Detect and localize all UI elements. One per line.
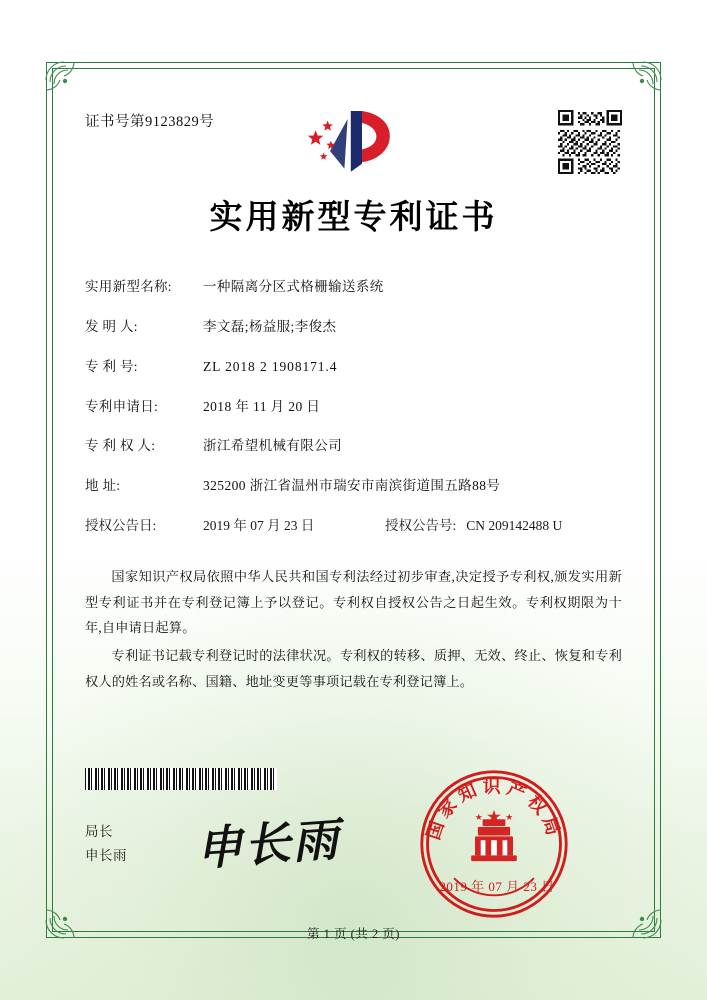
field-label: 专利申请日:	[85, 398, 159, 414]
legal-paragraph-1: 国家知识产权局依照中华人民共和国专利法经过初步审查,决定授予专利权,颁发实用新型专利证书并在专利登记簿上予以登记。专利权自授权公告之日起生效。专利权期限为十年,自申请日起算。	[85, 568, 622, 636]
field-label: 授权公告号:	[385, 518, 457, 534]
field-value: 325200 浙江省温州市瑞安市南滨街道围五路88号	[203, 478, 501, 494]
qr-code-icon	[558, 110, 622, 174]
corner-ornament-icon	[44, 60, 88, 104]
field-announcement-date	[85, 519, 385, 534]
field-inventors	[85, 320, 622, 335]
field-address	[85, 479, 622, 494]
field-value: 2019 年 07 月 23 日	[203, 518, 315, 534]
field-label: 实用新型名称:	[85, 279, 172, 294]
certificate-content	[85, 96, 622, 695]
seal-date: 2019 年 07 月 23 日	[439, 879, 555, 894]
handwritten-signature: 申长雨	[194, 814, 342, 875]
official-seal	[418, 768, 570, 920]
page-footer: 第 1 页 (共 2 页)	[307, 927, 400, 941]
field-label: 发 明 人:	[85, 318, 138, 334]
field-value: CN 209142488 U	[466, 518, 563, 534]
fields-list	[85, 280, 622, 534]
field-patentee	[85, 439, 622, 454]
field-label: 专 利 权 人:	[85, 438, 156, 454]
field-value: ZL 2018 2 1908171.4	[203, 358, 338, 374]
field-utility-model-name	[85, 280, 622, 295]
certificate-number: 证书号第9123829号	[85, 114, 215, 130]
svg-text:国家知识产权局: 国家知识产权局	[423, 776, 565, 843]
field-announcement-number	[385, 519, 562, 534]
field-value: 2018 年 11 月 20 日	[203, 398, 321, 414]
page-title: 实用新型专利证书	[209, 200, 498, 236]
field-value: 浙江希望机械有限公司	[203, 438, 342, 454]
corner-ornament-icon	[619, 60, 663, 104]
field-label: 授权公告日:	[85, 518, 157, 534]
field-grant-row	[85, 519, 622, 534]
field-value: 一种隔离分区式格栅输送系统	[203, 279, 384, 294]
field-patent-number	[85, 360, 622, 375]
field-label: 地 址:	[85, 478, 121, 494]
director-name-label: 申长雨	[85, 847, 127, 863]
legal-paragraph-2: 专利证书记载专利登记时的法律状况。专利权的转移、质押、无效、终止、恢复和专利权人的姓名或名称、国籍、地址变更等事项记载在专利登记簿上。	[85, 648, 622, 689]
field-application-date	[85, 400, 622, 415]
official-seal-icon	[418, 768, 570, 920]
field-label: 专 利 号:	[85, 358, 138, 374]
director-title-label: 局长	[85, 824, 113, 839]
barcode-icon	[85, 768, 277, 790]
field-value: 李文磊;杨益服;李俊杰	[203, 318, 337, 334]
signature-block	[85, 820, 127, 867]
